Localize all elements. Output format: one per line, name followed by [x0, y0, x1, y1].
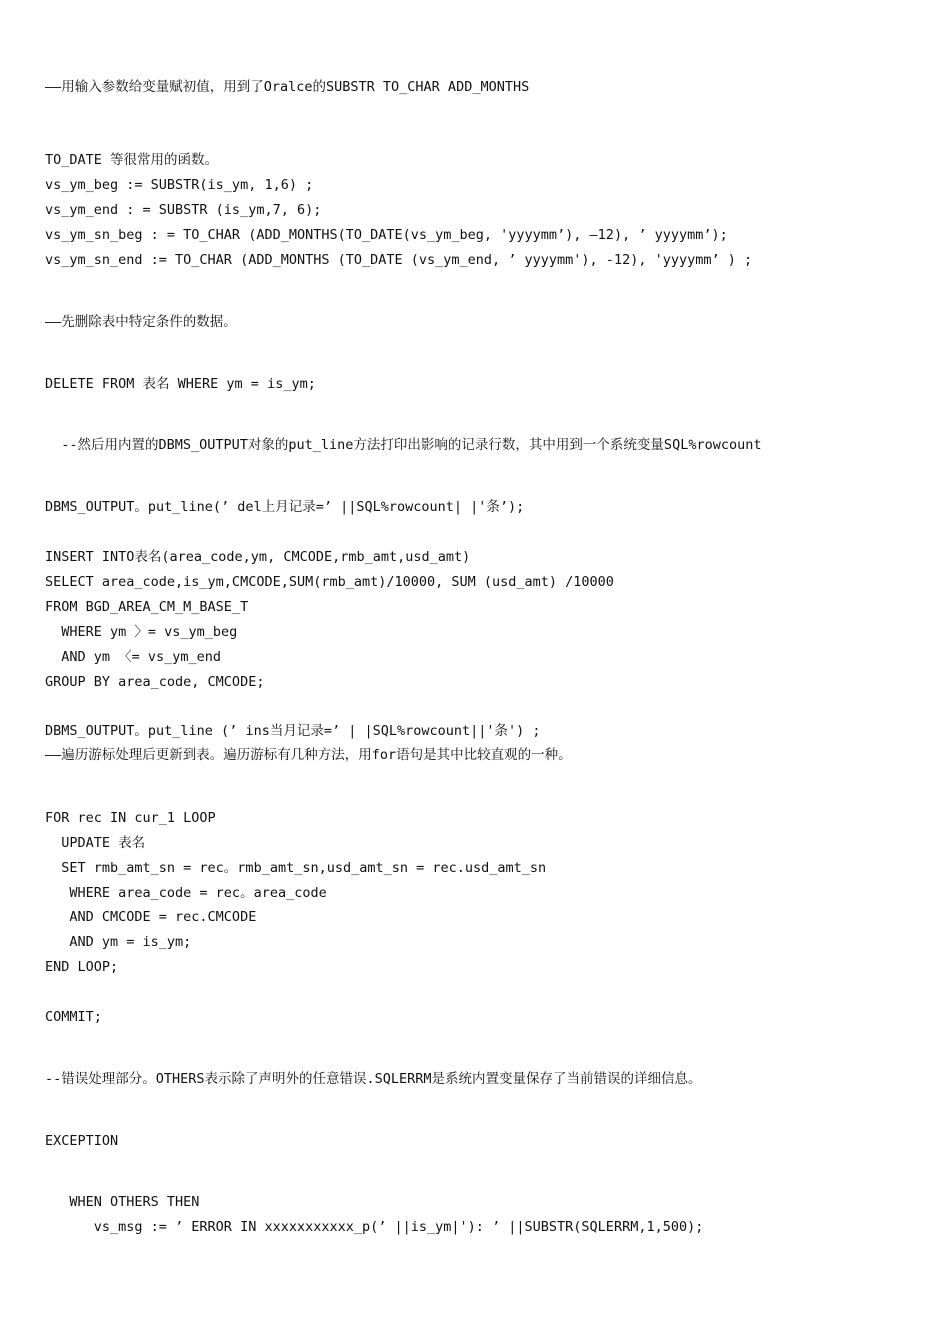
code-line: UPDATE 表名: [45, 835, 146, 851]
code-line: DBMS_OUTPUT。put_line(’ del上月记录=’ ||SQL%rowcount| |'条’);: [45, 499, 525, 515]
code-line: SET rmb_amt_sn = rec。rmb_amt_sn,usd_amt_sn = rec.usd_amt_sn: [45, 860, 547, 876]
code-line: WHEN OTHERS THEN: [45, 1194, 200, 1210]
code-line: AND CMCODE = rec.CMCODE: [45, 909, 257, 925]
comment-line: --错误处理部分。OTHERS表示除了声明外的任意错误.SQLERRM是系统内置变量保存了当前错误的详细信息。: [45, 1071, 702, 1087]
code-line: SELECT area_code,is_ym,CMCODE,SUM(rmb_amt)/10000, SUM (usd_amt) /10000: [45, 574, 614, 590]
code-line: vs_msg := ’ ERROR IN xxxxxxxxxxx_p(’ ||is_ym|'): ’ ||SUBSTR(SQLERRM,1,500);: [45, 1219, 704, 1235]
code-line: AND ym = is_ym;: [45, 934, 192, 950]
code-line: WHERE area_code = rec。area_code: [45, 885, 327, 901]
code-line: WHERE ym 〉= vs_ym_beg: [45, 624, 238, 640]
code-line: vs_ym_sn_beg : = TO_CHAR (ADD_MONTHS(TO_DATE(vs_ym_beg, 'yyyymm’), —12), ’ yyyymm’);: [45, 227, 728, 243]
code-line: DELETE FROM 表名 WHERE ym = is_ym;: [45, 376, 316, 392]
code-line: END LOOP;: [45, 959, 119, 975]
comment-line: ——遍历游标处理后更新到表。遍历游标有几种方法，用for语句是其中比较直观的一种。: [45, 747, 572, 763]
code-line: EXCEPTION: [45, 1133, 119, 1149]
code-line: COMMIT;: [45, 1009, 102, 1025]
code-line: vs_ym_beg := SUBSTR(is_ym, 1,6) ;: [45, 177, 314, 193]
code-line: INSERT INTO表名(area_code,ym, CMCODE,rmb_amt,usd_amt): [45, 549, 471, 565]
comment-line: --然后用内置的DBMS_OUTPUT对象的put_line方法打印出影响的记录行数，其中用到一个系统变量SQL%rowcount: [45, 437, 762, 453]
code-line: AND ym 〈= vs_ym_end: [45, 649, 222, 665]
code-line: FOR rec IN cur_1 LOOP: [45, 810, 216, 826]
comment-line: ——用输入参数给变量赋初值，用到了Oralce的SUBSTR TO_CHAR ADD_MONTHS: [45, 79, 530, 95]
code-line: GROUP BY area_code, CMCODE;: [45, 674, 265, 690]
comment-line: ——先删除表中特定条件的数据。: [45, 314, 237, 330]
text-line: TO_DATE 等很常用的函数。: [45, 152, 219, 168]
code-line: vs_ym_sn_end := TO_CHAR (ADD_MONTHS (TO_DATE (vs_ym_end, ’ yyyymm'), -12), 'yyyymm’ ) ;: [45, 252, 753, 268]
code-line: DBMS_OUTPUT。put_line (’ ins当月记录=’ | |SQL%rowcount||'条') ;: [45, 723, 541, 739]
code-line: FROM BGD_AREA_CM_M_BASE_T: [45, 599, 249, 615]
code-line: vs_ym_end : = SUBSTR (is_ym,7, 6);: [45, 202, 322, 218]
